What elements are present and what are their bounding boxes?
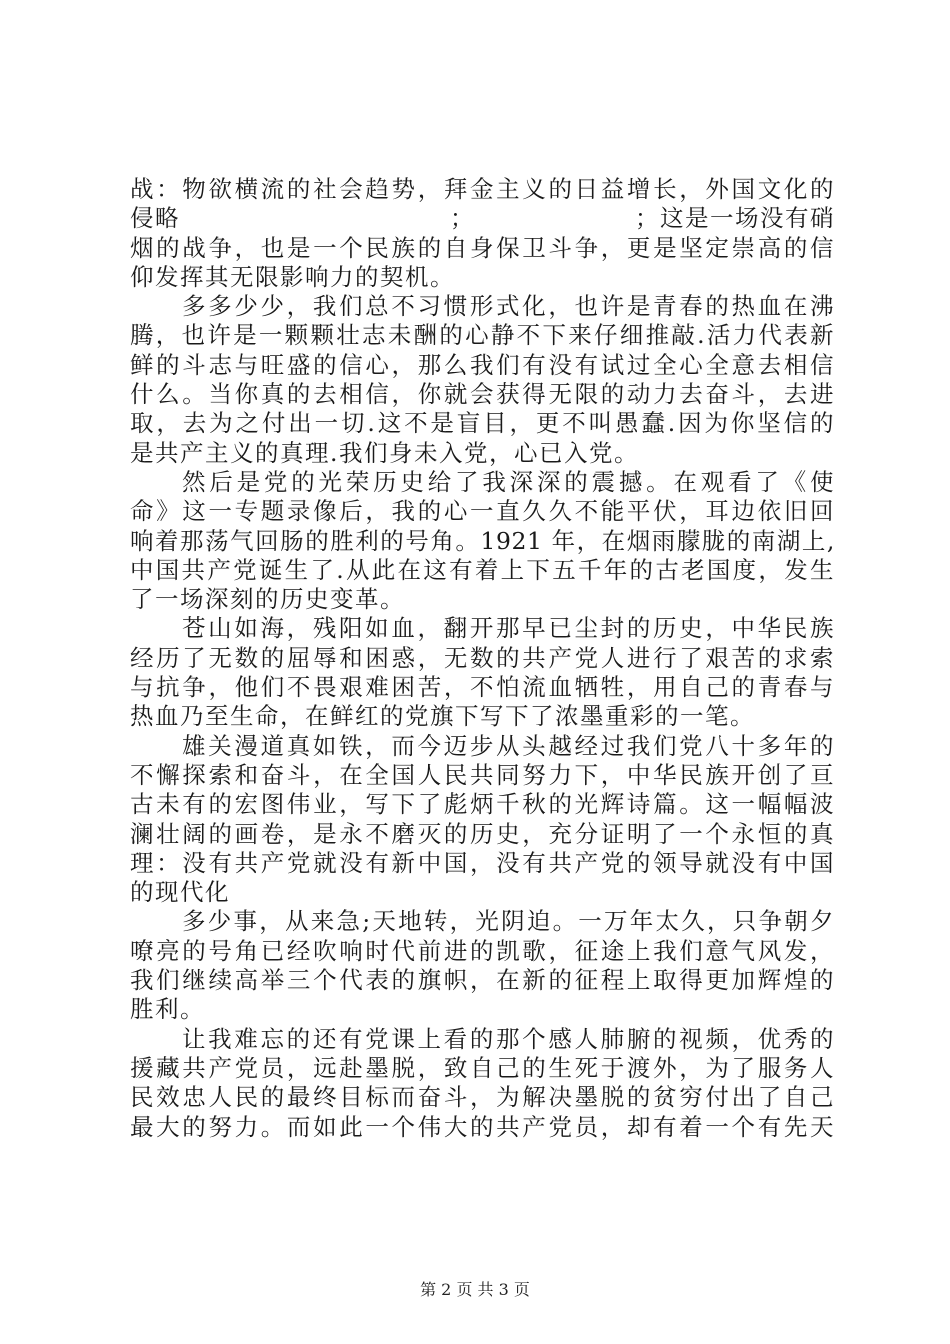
text-line-with-gaps — [130, 204, 835, 233]
text-line: 中国共产党诞生了.从此在这有着上下五千年的古老国度，发生 — [130, 555, 835, 584]
paragraph-start-line: 苍山如海，残阳如血，翻开那早已尘封的历史，中华民族 — [182, 614, 835, 643]
text-line: 什么。当你真的去相信，你就会获得无限的动力去奋斗，去进 — [130, 380, 835, 409]
text-line: 的现代化 — [130, 878, 230, 907]
text-line: 最大的努力。而如此一个伟大的共产党员，却有着一个有先天 — [130, 1112, 835, 1141]
document-body — [130, 175, 835, 1142]
text-line: 鲜的斗志与旺盛的信心，那么我们有没有试过全心全意去相信 — [130, 350, 835, 379]
paragraph-start-line: 然后是党的光荣历史给了我深深的震撼。在观看了《使 — [182, 467, 835, 496]
text-line: 是共产主义的真理.我们身未入党，心已入党。 — [130, 438, 639, 467]
paragraph-start-line: 多多少少，我们总不习惯形式化，也许是青春的热血在沸 — [182, 292, 835, 321]
text-line: 热血乃至生命，在鲜红的党旗下写下了浓墨重彩的一笔。 — [130, 702, 755, 731]
text-line: 理：没有共产党就没有新中国，没有共产党的领导就没有中国 — [130, 848, 835, 877]
text-line: 仰发挥其无限影响力的契机。 — [130, 262, 455, 291]
text-line: 命》这一专题录像后，我的心一直久久不能平伏，耳边依旧回 — [130, 497, 835, 526]
text-line: 嘹亮的号角已经吹响时代前进的凯歌，征途上我们意气风发， — [130, 936, 835, 965]
paragraph-start-line: 多少事，从来急;天地转，光阴迫。一万年太久，只争朝夕 — [182, 907, 835, 936]
text-line: 胜利。 — [130, 995, 205, 1024]
text-fragment: ； — [450, 204, 475, 233]
text-fragment: ；这是一场没有硝 — [635, 204, 835, 233]
text-line: 与抗争，他们不畏艰难困苦，不怕流血牺牲，用自己的青春与 — [130, 673, 835, 702]
text-line: 烟的战争，也是一个民族的自身保卫斗争，更是坚定崇高的信 — [130, 233, 835, 262]
text-line: 民效忠人民的最终目标而奋斗，为解决墨脱的贫穷付出了自己 — [130, 1083, 835, 1112]
text-line: 古未有的宏图伟业，写下了彪炳千秋的光辉诗篇。这一幅幅波 — [130, 790, 835, 819]
text-line: 我们继续高举三个代表的旗帜，在新的征程上取得更加辉煌的 — [130, 966, 835, 995]
paragraph-start-line: 雄关漫道真如铁，而今迈步从头越经过我们党八十多年的 — [182, 731, 835, 760]
text-line: 经历了无数的屈辱和困惑，无数的共产党人进行了艰苦的求索 — [130, 643, 835, 672]
text-line: 不懈探索和奋斗，在全国人民共同努力下，中华民族开创了亘 — [130, 760, 835, 789]
text-line: 腾，也许是一颗颗壮志未酬的心静不下来仔细推敲.活力代表新 — [130, 321, 835, 350]
paragraph-start-line: 让我难忘的还有党课上看的那个感人肺腑的视频，优秀的 — [182, 1024, 835, 1053]
text-fragment: 侵略 — [130, 204, 180, 233]
text-line: 援藏共产党员，远赴墨脱，致自己的生死于渡外，为了服务人 — [130, 1053, 835, 1082]
page-number: 第 2 页 共 3 页 — [420, 1280, 530, 1299]
text-line: 澜壮阔的画卷，是永不磨灭的历史，充分证明了一个永恒的真 — [130, 819, 835, 848]
text-line: 响着那荡气回肠的胜利的号角。1921 年，在烟雨朦胧的南湖上, — [130, 526, 835, 555]
page-footer — [0, 1280, 950, 1300]
text-line: 战：物欲横流的社会趋势，拜金主义的日益增长，外国文化的 — [130, 175, 835, 203]
text-line: 取，去为之付出一切.这不是盲目，更不叫愚蠢.因为你坚信的 — [130, 409, 835, 438]
text-line: 了一场深刻的历史变革。 — [130, 585, 405, 614]
